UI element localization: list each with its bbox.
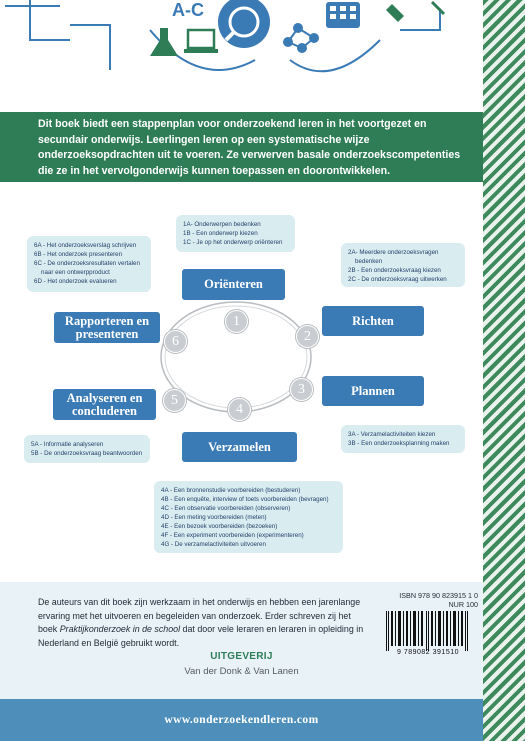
publisher-name: Van der Donk & Van Lanen (184, 666, 299, 677)
bubble-line: 2A- Meerdere onderzoeksvragen (348, 249, 439, 256)
step-number-5: 5 (163, 389, 186, 412)
bubble-line: 4B - Een enquête, interview of toets voorbereiden (bevragen) (161, 496, 329, 503)
bubble-step-5 (24, 435, 150, 463)
authors-text: De auteurs van dit boek zijn werkzaam in het onderwijs en hebben een jarenlange ervaring met het uitvoeren en begeleiden van onderzoek. Erder schreven zij het boek (38, 597, 361, 635)
step-orienteren: Oriënteren (182, 269, 285, 300)
pen-icon (386, 2, 444, 22)
bubble-line: 2B - Een onderzoeksvraag kiezen (348, 267, 441, 274)
bubble-line: 4E - Een bezoek voorbereiden (bezoeken) (161, 523, 278, 530)
abc-text-icon (172, 0, 204, 20)
bubble-line: 6B - Het onderzoek presenteren (34, 251, 123, 258)
step-rapporteren: Rapporteren en presenteren (54, 312, 160, 343)
molecule-icon (283, 23, 319, 53)
svg-text:A-C: A-C (172, 0, 204, 20)
bubble-line: 6C - De onderzoeksresultaten vertalen (34, 260, 140, 267)
bubble-line: 4C - Een observatie voorbereiden (observeren) (161, 505, 291, 512)
bubble-line: 4G - De verzamelactiviteiten uitvoeren (161, 541, 266, 548)
step-analyseren: Analyseren en concluderen (53, 389, 156, 420)
bubble-line: 3A - Verzamelactiviteiten kiezen (348, 431, 436, 438)
step-verzamelen: Verzamelen (182, 432, 297, 462)
bubble-line: 3B - Een onderzoeksplanning maken (348, 440, 450, 447)
website-footer (0, 699, 483, 741)
calculator-icon (326, 2, 360, 28)
bubble-step-1 (176, 215, 295, 252)
bubble-step-3 (341, 425, 465, 453)
research-cycle-diagram (0, 182, 483, 582)
bubble-line: 6D - Het onderzoek evalueren (34, 278, 117, 285)
bubble-line: 1B - Een onderwerp kiezen (183, 230, 258, 237)
intro-band (0, 112, 483, 182)
bubble-step-2 (341, 243, 465, 287)
bubble-line: 4A - Een bronnenstudie voorbereiden (bestuderen) (161, 487, 301, 494)
authors-paragraph (38, 596, 368, 650)
step-number-6: 6 (164, 330, 187, 353)
back-cover-info (0, 582, 483, 699)
step-number-2: 2 (296, 325, 319, 348)
bubble-line: 5B - De onderzoeksvraag beantwoorden (31, 450, 143, 457)
barcode-digits: 9 789082 391510 (397, 649, 459, 656)
bubble-line: 1A- Onderwerpen bedenken (183, 221, 261, 228)
step-richten: Richten (322, 306, 424, 336)
bubble-line: 6A - Het onderzoeksverslag schrijven (34, 242, 137, 249)
isbn: ISBN 978 90 823915 1 0 (399, 591, 478, 600)
bubble-line: 5A - Informatie analyseren (31, 441, 104, 448)
magnifier-icon (218, 0, 270, 48)
publisher-label: UITGEVERIJ (210, 651, 273, 662)
bubble-line: 1C - Je op het onderwerp oriënteren (183, 239, 283, 246)
flask-icon (150, 28, 178, 56)
book-title-reference: Praktijkonderzoek in de school (59, 624, 181, 635)
step-number-1: 1 (225, 310, 248, 333)
cover-illustration (0, 0, 483, 112)
step-number-3: 3 (290, 378, 313, 401)
step-plannen: Plannen (322, 376, 424, 406)
website-url: www.onderzoekendleren.com (164, 714, 319, 726)
laptop-icon (184, 30, 218, 53)
bubble-line: naar een ontwerpproduct (41, 269, 110, 276)
bubble-step-6 (27, 236, 151, 292)
bubble-line: 4F - Een experiment voorbereiden (experimenteren) (161, 532, 304, 539)
bubble-step-4 (154, 481, 343, 553)
step-number-4: 4 (228, 398, 251, 421)
bubble-line: 2C - De onderzoeksvraag uitwerken (348, 276, 447, 283)
science-icons-illustration (0, 0, 483, 112)
authors-text-end: dat door vele leraren en leraren in opleiding in Nederland en België gebruikt wordt. (38, 624, 364, 648)
bubble-line: 4D - Een meting voorbereiden (meten) (161, 514, 267, 521)
barcode-block (378, 591, 478, 656)
bubble-line: bedenken (355, 258, 383, 265)
spine-stripes (483, 0, 525, 741)
nur: NUR 100 (448, 600, 478, 609)
intro-text: Dit boek biedt een stappenplan voor onderzoekend leren in het voortgezet en secundair onderwijs. Leerlingen leren op een systematische wijze onderzoeksopdrachten uit te voeren. Ze verwerven basale onderzoekscompetenties die ze in het vervolgonderwijs kunnen toepassen en doorontwikkelen. (38, 118, 461, 177)
